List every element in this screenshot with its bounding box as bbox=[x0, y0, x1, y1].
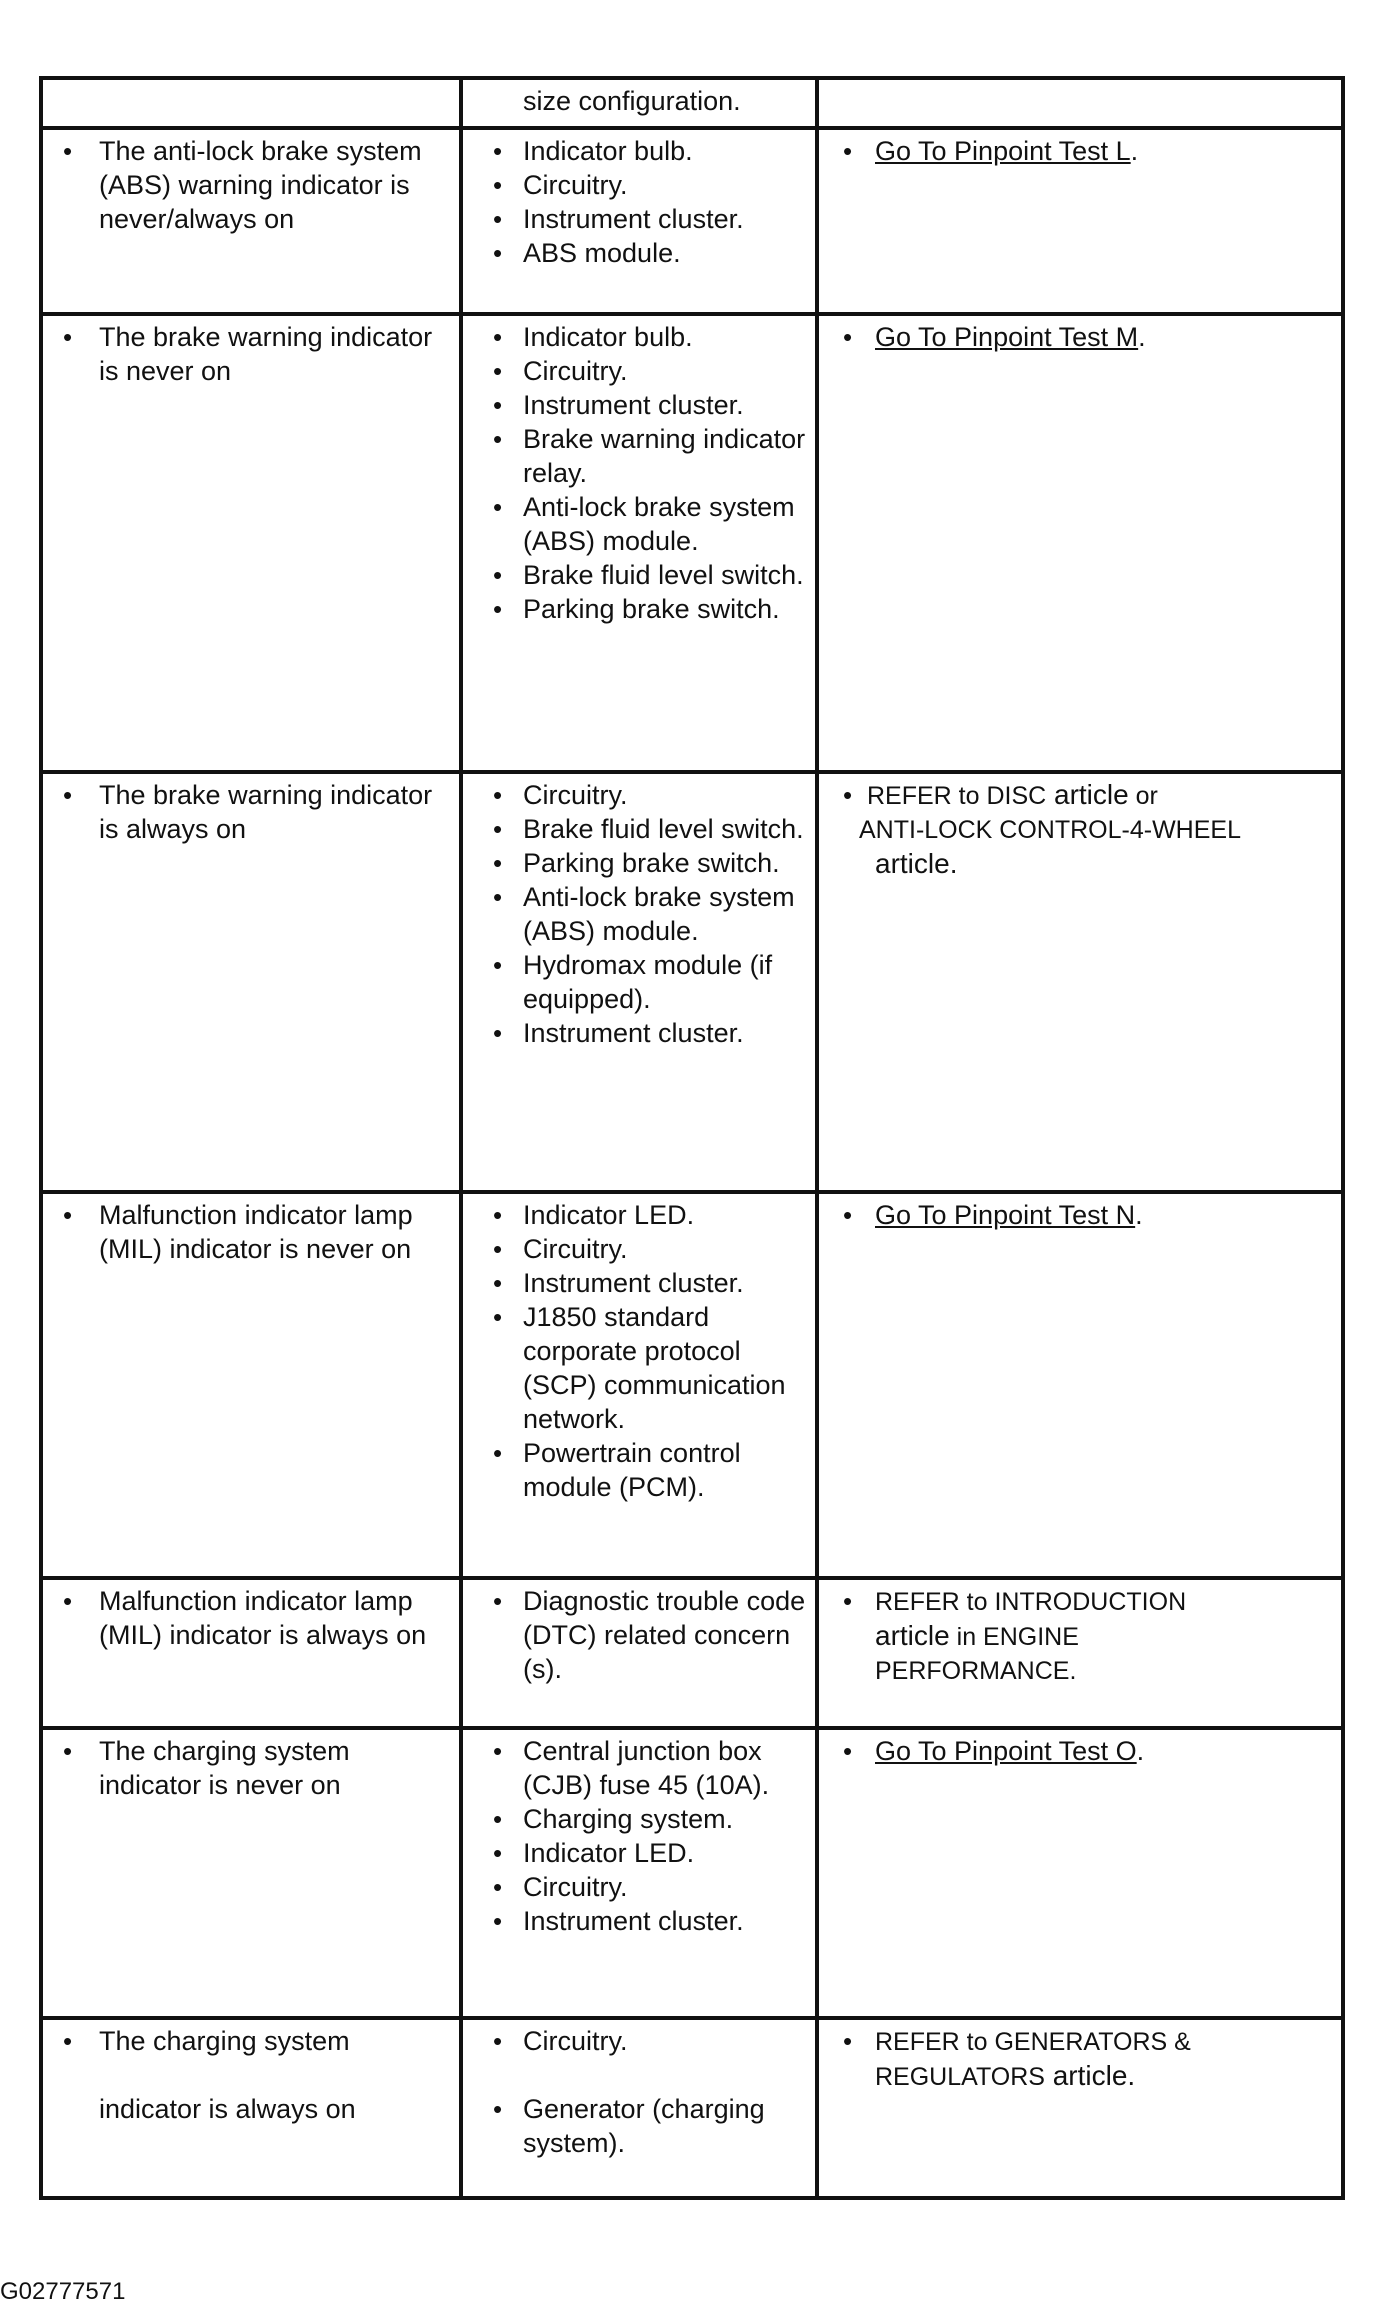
refer-period: . bbox=[1069, 1657, 1077, 1685]
table-row bbox=[41, 78, 1343, 128]
table-row bbox=[41, 1728, 1343, 2018]
table-row bbox=[41, 2018, 1343, 2198]
cause-item: • Circuitry. bbox=[471, 778, 807, 812]
action-cell bbox=[817, 314, 1343, 772]
refer-article-word: article bbox=[875, 1620, 950, 1651]
action-item: • Go To Pinpoint Test L. bbox=[827, 134, 1333, 168]
table-row bbox=[41, 772, 1343, 1192]
cause-item: • Brake fluid level switch. bbox=[471, 558, 807, 592]
action-cell bbox=[817, 1192, 1343, 1578]
cause-cell bbox=[461, 2018, 817, 2198]
refer-article-word: article. bbox=[875, 848, 958, 879]
cause-cell bbox=[461, 1728, 817, 2018]
action-item: • Go To Pinpoint Test M. bbox=[827, 320, 1333, 354]
action-cell bbox=[817, 78, 1343, 128]
cause-item: • ABS module. bbox=[471, 236, 807, 270]
cause-item: • Anti-lock brake system (ABS) module. bbox=[471, 490, 807, 558]
cause-item: • Circuitry. bbox=[471, 168, 807, 202]
cause-cell bbox=[461, 128, 817, 314]
cause-cell bbox=[461, 314, 817, 772]
condition-text: • The anti-lock brake system (ABS) warning indicator is never/always on bbox=[51, 134, 451, 236]
cause-item: • Diagnostic trouble code (DTC) related concern (s). bbox=[471, 1584, 807, 1686]
cause-item: • Indicator LED. bbox=[471, 1198, 807, 1232]
action-item bbox=[827, 2024, 1333, 2059]
condition-text: • The brake warning indicator is never on bbox=[51, 320, 451, 388]
cause-item: • Instrument cluster. bbox=[471, 1266, 807, 1300]
pinpoint-test-m-link[interactable]: Go To Pinpoint Test M bbox=[875, 322, 1139, 352]
cause-item: • Instrument cluster. bbox=[471, 388, 807, 422]
condition-text: • Malfunction indicator lamp (MIL) indicator is always on bbox=[51, 1584, 451, 1652]
condition-text: • The brake warning indicator is always on bbox=[51, 778, 451, 846]
cause-cell bbox=[461, 1578, 817, 1728]
cause-item: • Hydromax module (if equipped). bbox=[471, 948, 807, 1016]
action-item bbox=[827, 1584, 1333, 1619]
cause-item: • Instrument cluster. bbox=[471, 1904, 807, 1938]
refer-article-word: article. bbox=[1044, 2060, 1136, 2091]
table-row bbox=[41, 1192, 1343, 1578]
cause-item: • Parking brake switch. bbox=[471, 592, 807, 626]
table-row bbox=[41, 314, 1343, 772]
condition-text: • Malfunction indicator lamp (MIL) indicator is never on bbox=[51, 1198, 451, 1266]
cause-item: • Instrument cluster. bbox=[471, 202, 807, 236]
cause-item: • Circuitry. bbox=[471, 1870, 807, 1904]
cause-item: • Circuitry. bbox=[471, 354, 807, 388]
symptom-chart-table bbox=[39, 76, 1345, 2200]
refer-text: REFER to bbox=[867, 782, 987, 810]
cause-item: • Parking brake switch. bbox=[471, 846, 807, 880]
condition-text-continuation: indicator is always on bbox=[99, 2094, 356, 2124]
cause-continuation-text: size configuration. bbox=[523, 86, 741, 116]
cause-item: • Powertrain control module (PCM). bbox=[471, 1436, 807, 1504]
condition-cell bbox=[41, 314, 461, 772]
refer-article-name: ANTI-LOCK CONTROL-4-WHEEL bbox=[859, 816, 1241, 844]
cause-item: • Brake fluid level switch. bbox=[471, 812, 807, 846]
refer-text: REFER to INTRODUCTION bbox=[875, 1588, 1187, 1616]
pinpoint-test-l-link[interactable]: Go To Pinpoint Test L bbox=[875, 136, 1131, 166]
table-row bbox=[41, 1578, 1343, 1728]
cause-item: • Indicator bulb. bbox=[471, 320, 807, 354]
table-row bbox=[41, 128, 1343, 314]
refer-text: in ENGINE bbox=[949, 1623, 1079, 1651]
condition-cell bbox=[41, 128, 461, 314]
action-item bbox=[827, 778, 1333, 813]
diagnostic-table-container bbox=[39, 76, 1341, 2200]
cause-item: • Circuitry. bbox=[471, 2024, 807, 2058]
condition-cell bbox=[41, 1728, 461, 2018]
condition-cell bbox=[41, 78, 461, 128]
condition-cell bbox=[41, 1578, 461, 1728]
action-cell bbox=[817, 128, 1343, 314]
action-item: • Go To Pinpoint Test O. bbox=[827, 1734, 1333, 1768]
figure-id-caption: G02777571 bbox=[0, 2278, 126, 2305]
cause-item: • Circuitry. bbox=[471, 1232, 807, 1266]
cause-item: • Indicator bulb. bbox=[471, 134, 807, 168]
cause-item: • J1850 standard corporate protocol (SCP) communication network. bbox=[471, 1300, 807, 1436]
pinpoint-test-o-link[interactable]: Go To Pinpoint Test O bbox=[875, 1736, 1137, 1766]
cause-cell bbox=[461, 772, 817, 1192]
action-item: • Go To Pinpoint Test N. bbox=[827, 1198, 1333, 1232]
cause-item: • Charging system. bbox=[471, 1802, 807, 1836]
cause-cell bbox=[461, 78, 817, 128]
cause-item: • Brake warning indicator relay. bbox=[471, 422, 807, 490]
action-cell bbox=[817, 772, 1343, 1192]
pinpoint-test-n-link[interactable]: Go To Pinpoint Test N bbox=[875, 1200, 1136, 1230]
cause-cell bbox=[461, 1192, 817, 1578]
condition-text: • The charging system indicator is never on bbox=[51, 1734, 451, 1802]
action-cell bbox=[817, 2018, 1343, 2198]
refer-article-name: PERFORMANCE bbox=[875, 1657, 1070, 1685]
refer-continuation bbox=[827, 1619, 1333, 1654]
condition-cell bbox=[41, 2018, 461, 2198]
cause-item: • Instrument cluster. bbox=[471, 1016, 807, 1050]
refer-article-word: article bbox=[1046, 779, 1129, 810]
cause-item: • Central junction box (CJB) fuse 45 (10A). bbox=[471, 1734, 807, 1802]
cause-item: • Indicator LED. bbox=[471, 1836, 807, 1870]
refer-article-name: DISC bbox=[986, 782, 1047, 810]
refer-continuation bbox=[827, 2059, 1333, 2094]
refer-article-name: to GENERATORS & bbox=[959, 2028, 1191, 2056]
cause-item: • Anti-lock brake system (ABS) module. bbox=[471, 880, 807, 948]
refer-text: REFER bbox=[875, 2028, 960, 2056]
action-cell bbox=[817, 1578, 1343, 1728]
refer-or-word: or bbox=[1128, 782, 1158, 810]
action-cell bbox=[817, 1728, 1343, 2018]
refer-article-name: REGULATORS bbox=[875, 2063, 1045, 2091]
condition-text: • The charging system bbox=[51, 2024, 451, 2058]
cause-item: • Generator (charging system). bbox=[471, 2092, 807, 2160]
refer-continuation bbox=[827, 1654, 1333, 1688]
condition-cell bbox=[41, 772, 461, 1192]
condition-cell bbox=[41, 1192, 461, 1578]
